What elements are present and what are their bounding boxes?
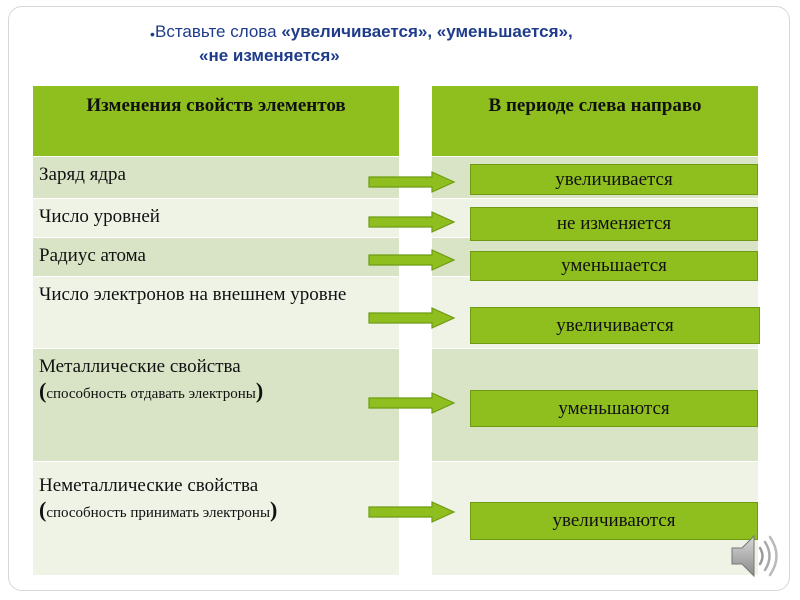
- table-row-3-property: Радиус атома: [33, 238, 399, 276]
- answer-box-6: увеличиваются: [470, 502, 758, 540]
- instruction-word-2: «уменьшается»,: [436, 22, 573, 41]
- bullet-icon: •: [150, 26, 155, 42]
- answer-box-5: уменьшаются: [470, 390, 758, 427]
- right-arrow-icon: [368, 211, 456, 233]
- right-arrow-icon: [368, 392, 456, 414]
- table-row-6: Неметаллические свойства (способность принимать электроны): [33, 462, 399, 575]
- answer-box-3: уменьшается: [470, 251, 758, 281]
- table-row-5-property: Металлические свойства: [39, 356, 241, 377]
- table-row-1-property: Заряд ядра: [33, 157, 399, 198]
- table-row-6-property: Неметаллические свойства: [39, 475, 259, 496]
- table-row-6-note: способность принимать электроны: [46, 505, 271, 521]
- answer-box-2: не изменяется: [470, 207, 758, 241]
- instruction-prefix: Вставьте слова: [155, 22, 282, 41]
- table-row-5: Металлические свойства (способность отдавать электроны): [33, 349, 399, 461]
- instruction-text: [155, 20, 715, 68]
- speaker-icon[interactable]: [728, 530, 784, 582]
- answer-box-4: увеличивается: [470, 307, 760, 344]
- answer-box-1: увеличивается: [470, 164, 758, 195]
- instruction-word-3: «не изменяется»: [199, 46, 340, 65]
- instruction-word-1: «увеличивается»,: [281, 22, 437, 41]
- table-row-2-property: Число уровней: [33, 199, 399, 237]
- table-row-4-property: Число электронов на внешнем уровне: [33, 277, 399, 348]
- left-header: Изменения свойств элементов: [33, 86, 399, 156]
- right-arrow-icon: [368, 249, 456, 271]
- right-arrow-icon: [368, 307, 456, 329]
- right-arrow-icon: [368, 501, 456, 523]
- table-row-5-note: способность отдавать электроны: [46, 386, 256, 402]
- right-arrow-icon: [368, 171, 456, 193]
- right-header: В периоде слева направо: [432, 86, 758, 156]
